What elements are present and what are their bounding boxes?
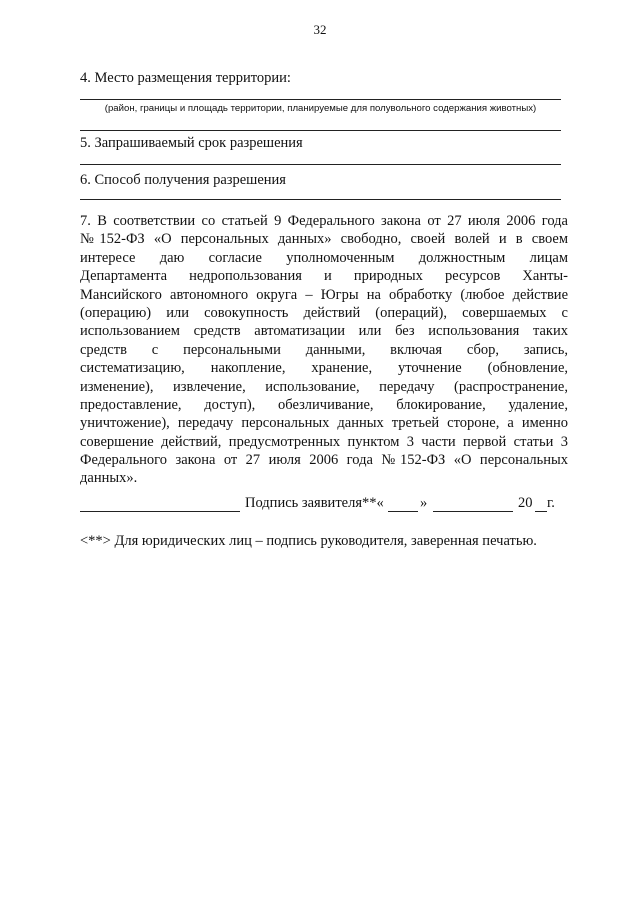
consent-line: систематизацию, накопление, хранение, уточнение (обновление, — [80, 360, 568, 377]
territory-location-hint: (район, границы и площадь территории, планируемые для полувольного содержания животных) — [104, 103, 537, 114]
consent-line: Департамента недропользования и природных ресурсов Ханты- — [80, 268, 568, 285]
signature-label: Подпись заявителя**« — [245, 495, 384, 511]
territory-location-line[interactable] — [80, 99, 561, 100]
consent-line: 7. В соответствии со статьей 9 Федерального закона от 27 июля 2006 года — [80, 213, 568, 229]
consent-line: №152-ФЗ «О персональных данных» свободно, своей волей и в своем — [80, 231, 568, 248]
signature-year-blank[interactable] — [535, 495, 547, 512]
signature-year-suffix: г. — [547, 495, 555, 511]
signature-row — [80, 493, 566, 515]
consent-line: данных». — [80, 470, 138, 487]
consent-line: средств с персональными данными, включая сбор, запись, — [80, 341, 568, 358]
consent-line: использованием средств автоматизации или без использования таких — [80, 323, 568, 340]
permit-term-line[interactable] — [80, 164, 561, 165]
field-permit-term-label: 5. Запрашиваемый срок разрешения — [80, 135, 303, 151]
signature-month-blank[interactable] — [433, 495, 513, 512]
consent-line: интересе даю согласие уполномоченным должностным лицам — [80, 249, 568, 266]
field-permit-method-label: 6. Способ получения разрешения — [80, 172, 286, 188]
consent-line: (операцию) или совокупность действий (операций), совершаемых с — [80, 304, 568, 321]
consent-line: предоставление, доступ), обезличивание, блокирование, удаление, — [80, 396, 568, 413]
field-territory-location-label: 4. Место размещения территории: — [80, 70, 291, 86]
signature-blank[interactable] — [80, 495, 240, 512]
consent-line: Мансийского автономного округа – Югры на обработку (любое действие — [80, 286, 568, 303]
signature-day-blank[interactable] — [388, 495, 418, 512]
consent-line: Федерального закона от 27 июля 2006 года №152-ФЗ «О персональных — [80, 452, 568, 469]
footnote: <**> Для юридических лиц – подпись руководителя, заверенная печатью. — [80, 533, 537, 549]
signature-year-prefix: 20 — [518, 495, 533, 511]
consent-line: изменение), извлечение, использование, передачу (распространение, — [80, 378, 568, 395]
permit-method-line[interactable] — [80, 199, 561, 200]
page-number: 32 — [313, 22, 327, 37]
consent-line: уничтожение), передачу персональных данных третьей стороне, а именно — [80, 415, 568, 432]
territory-location-line-2[interactable] — [80, 130, 561, 131]
signature-quote-close: » — [420, 495, 428, 511]
consent-line: совершение действий, предусмотренных пунктом 3 части первой статьи 3 — [80, 433, 568, 450]
consent-paragraph — [80, 212, 568, 488]
